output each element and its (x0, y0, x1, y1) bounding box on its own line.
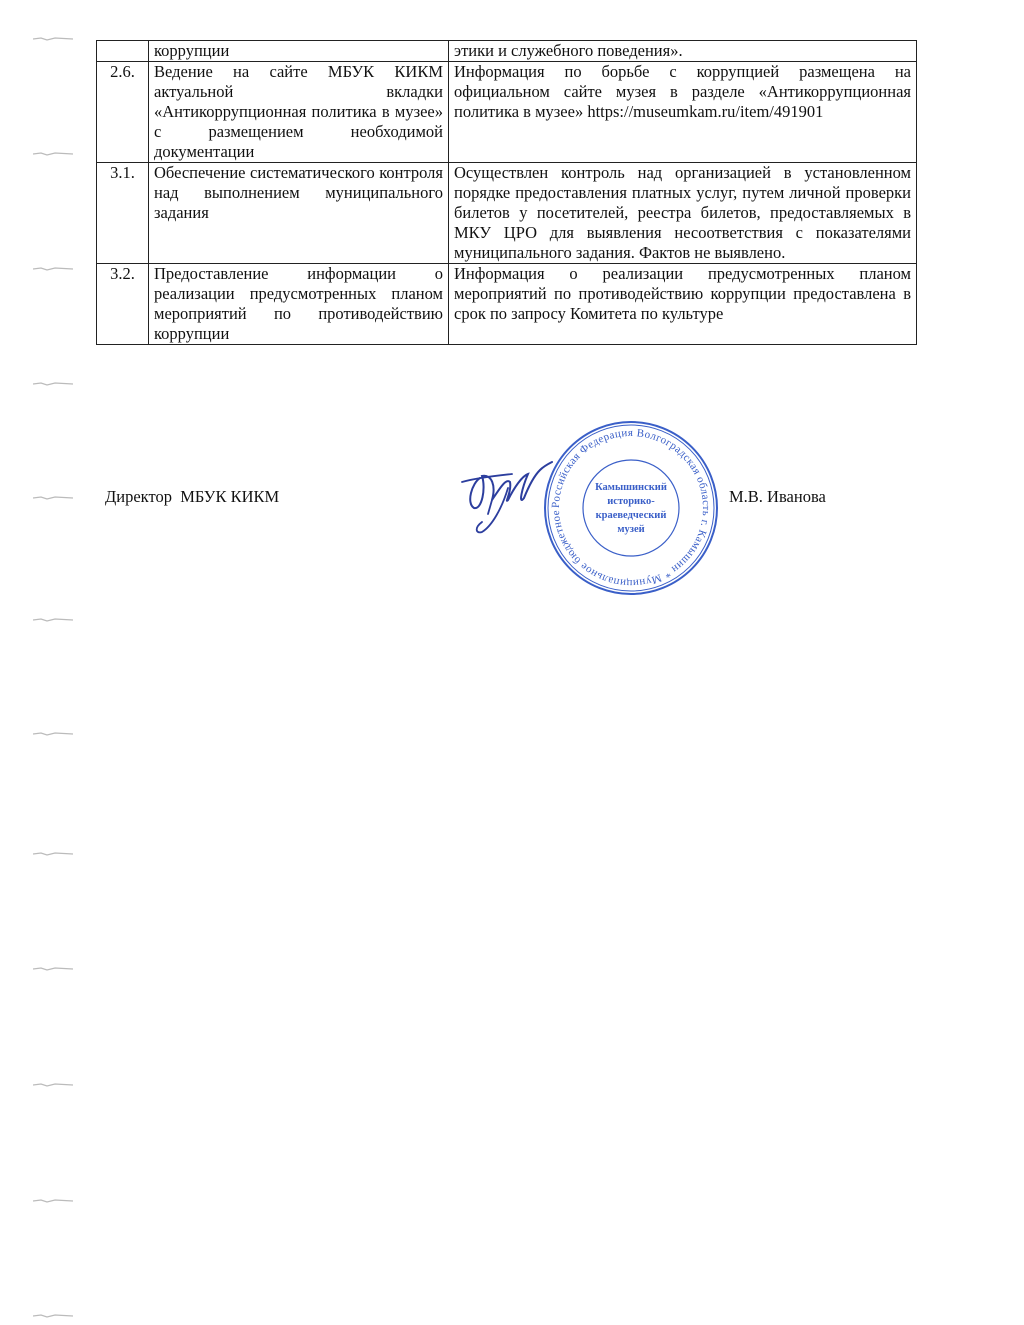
margin-mark (33, 266, 73, 272)
margin-mark (33, 381, 73, 387)
margin-mark (33, 495, 73, 501)
row-result: этики и служебного поведения». (449, 41, 917, 62)
row-result: Информация по борьбе с коррупцией размещена на официальном сайте музея в разделе «Антикоррупционная политика в музее» https://museumkam.ru/item/491901 (449, 62, 917, 163)
row-event: Предоставление информации о реализации предусмотренных планом мероприятий по противодействию коррупции (149, 264, 449, 345)
report-table (96, 40, 917, 345)
director-title: Директор МБУК КИКМ (105, 487, 280, 506)
row-event: Обеспечение систематического контроля над выполнением муниципального задания (149, 163, 449, 264)
table-row (97, 41, 917, 62)
official-stamp (538, 411, 719, 596)
table-row (97, 62, 917, 163)
margin-mark (33, 851, 73, 857)
margin-mark (33, 617, 73, 623)
row-event: Ведение на сайте МБУК КИКМ актуальной вкладки «Антикоррупционная политика в музее» с размещением необходимой документации (149, 62, 449, 163)
table-row (97, 163, 917, 264)
margin-mark (33, 1313, 73, 1319)
stamp-center-line: музей (617, 524, 645, 535)
director-name: М.В. Иванова (729, 487, 826, 506)
margin-mark (33, 1198, 73, 1204)
margin-mark (33, 731, 73, 737)
stamp-center-line: Камышинский (595, 482, 667, 493)
stamp-center-line: историко- (607, 496, 655, 507)
margin-mark (33, 151, 73, 157)
stamp-center-line: краеведческий (595, 510, 667, 521)
margin-mark (33, 966, 73, 972)
row-event: коррупции (149, 41, 449, 62)
row-number: 3.1. (97, 163, 149, 264)
margin-mark (33, 1082, 73, 1088)
row-number (97, 41, 149, 62)
stamp-outer-text: Российская Федерация Волгоградская область г. Камышин * Муниципальное бюджетное учреждение культуры (538, 411, 713, 590)
table-row (97, 264, 917, 345)
row-number: 2.6. (97, 62, 149, 163)
row-number: 3.2. (97, 264, 149, 345)
row-result: Осуществлен контроль над организацией в установленном порядке предоставления платных услуг, путем личной проверки билетов у посетителей, реестра билетов, предоставляемых в МКУ ЦРО для выявления несоответствия с показателями муниципального задания. Фактов не выявлено. (449, 163, 917, 264)
row-result: Информация о реализации предусмотренных планом мероприятий по противодействию коррупции предоставлена в срок по запросу Комитета по культуре (449, 264, 917, 345)
margin-mark (33, 36, 73, 42)
